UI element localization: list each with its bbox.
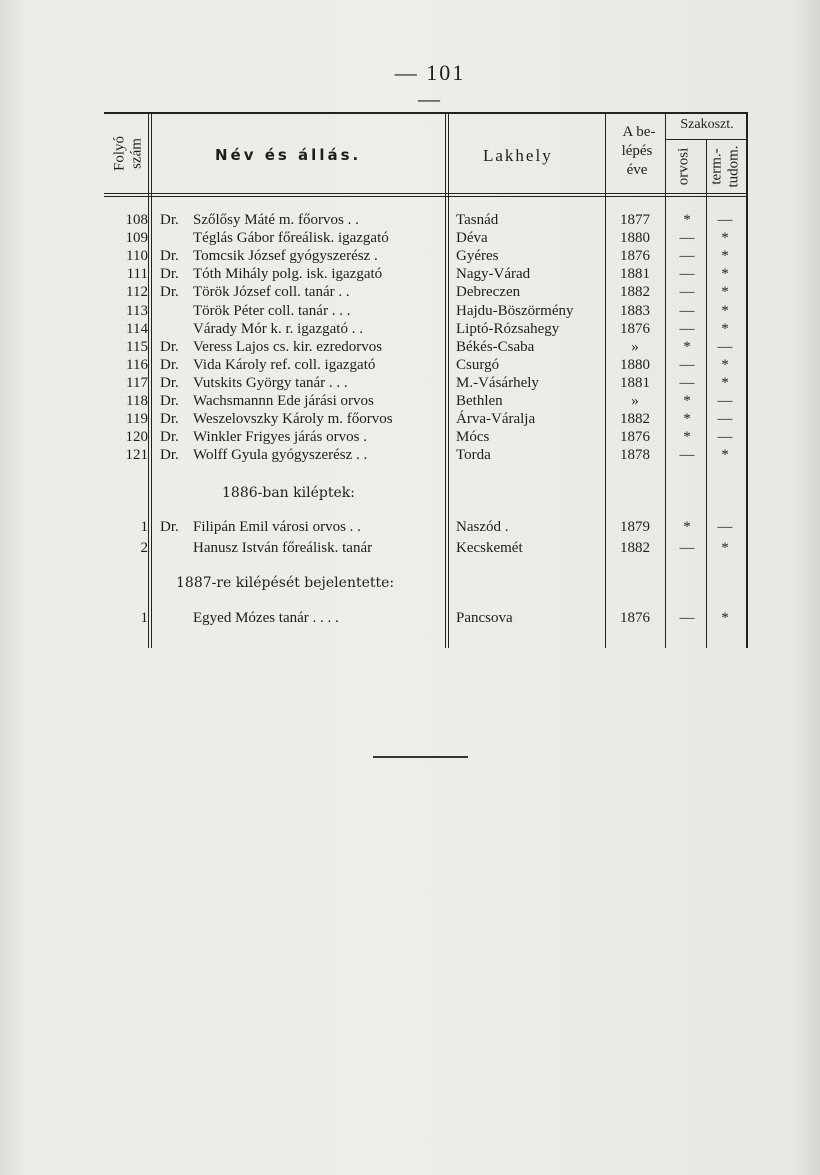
row-number: 115 (126, 338, 148, 355)
table-row (0, 539, 820, 557)
row-place: Békés-Csaba (456, 338, 535, 355)
row-termtud: — (717, 429, 733, 446)
row-year: 1880 (620, 356, 650, 373)
row-number: 120 (125, 429, 148, 446)
row-place: Naszód . (456, 519, 509, 535)
table-row (0, 428, 820, 446)
row-termtud: * (721, 374, 729, 391)
row-name: Hanusz István főreálisk. tanár (193, 540, 373, 556)
row-year: 1876 (620, 320, 650, 337)
row-termtud: * (721, 266, 729, 283)
row-year: 1876 (620, 429, 650, 446)
table-row (0, 283, 820, 301)
row-place: Gyéres (456, 248, 499, 265)
row-termtud: * (721, 356, 729, 373)
row-number: 121 (125, 447, 148, 464)
row-name: Veress Lajos cs. kir. ezredorvos (193, 338, 383, 355)
table-row (0, 247, 820, 265)
row-termtud: * (721, 320, 729, 337)
table-row (0, 302, 820, 320)
row-number: 110 (126, 248, 148, 265)
row-title: Dr. (160, 411, 179, 428)
row-title: Dr. (160, 248, 179, 265)
row-number: 117 (126, 374, 148, 391)
closing-rule (373, 756, 468, 758)
header-spec-t1: term.- (708, 148, 725, 185)
row-name: Tóth Mihály polg. isk. igazgató (193, 266, 383, 283)
row-place: Liptó-Rózsahegy (456, 320, 560, 337)
row-termtud: * (721, 610, 729, 626)
row-name: Weszelovszky Károly m. főorvos (193, 411, 393, 428)
header-num-1: Folyó (111, 136, 128, 172)
row-name: Egyed Mózes tanár . . . . (193, 610, 339, 626)
table-row (0, 609, 820, 627)
row-name: Vutskits György tanár . . . (193, 374, 348, 391)
header-spec-o: orvosi (675, 147, 692, 186)
table-top-rule (104, 112, 748, 114)
row-name: Filipán Emil városi orvos . . (193, 519, 361, 535)
row-termtud: * (721, 447, 729, 464)
row-place: Pancsova (456, 610, 513, 626)
row-name: Tomcsik József gyógyszerész . (193, 248, 378, 265)
table-row (0, 211, 820, 229)
row-year: 1879 (620, 519, 650, 535)
header-year-1: A be- (622, 124, 656, 140)
row-orvosi: — (679, 284, 695, 301)
row-number: 116 (126, 356, 148, 373)
row-name: Winkler Frigyes járás orvos . (193, 429, 367, 446)
table-row (0, 374, 820, 392)
row-orvosi: — (679, 610, 695, 626)
row-place: Kecskemét (456, 540, 523, 556)
row-year: 1881 (620, 266, 650, 283)
row-place: Torda (456, 447, 491, 464)
row-place: M.-Vásárhely (456, 374, 539, 391)
row-year: 1878 (620, 447, 650, 464)
row-year: » (631, 393, 639, 409)
row-name: Téglás Gábor főreálisk. igazgató (193, 230, 389, 247)
row-orvosi: — (679, 447, 695, 464)
header-spec-t2: tudom. (725, 145, 742, 188)
table-row (0, 518, 820, 536)
row-title: Dr. (160, 212, 179, 228)
header-year-3: éve (626, 162, 648, 178)
row-name: Wachsmannn Ede járási orvos (193, 393, 374, 409)
table-row (0, 229, 820, 247)
row-termtud: — (717, 212, 733, 228)
row-number: 112 (126, 284, 148, 301)
row-name: Török József coll. tanár . . (193, 284, 350, 301)
row-name: Török Péter coll. tanár . . . (193, 302, 351, 319)
row-title: Dr. (160, 284, 179, 301)
row-title: Dr. (160, 266, 179, 283)
row-title: Dr. (160, 429, 179, 446)
row-year: » (631, 338, 639, 355)
row-orvosi: * (683, 519, 691, 535)
table-row (0, 338, 820, 356)
row-number: 108 (125, 212, 148, 228)
row-number: 118 (126, 393, 148, 409)
row-year: 1882 (620, 284, 650, 301)
row-year: 1876 (620, 248, 650, 265)
row-termtud: * (721, 230, 729, 247)
table-row (0, 356, 820, 374)
header-name: Név és állás. (215, 146, 362, 164)
row-number: 113 (126, 302, 148, 319)
row-year: 1882 (620, 540, 650, 556)
row-orvosi: * (683, 338, 691, 355)
row-orvosi: — (679, 374, 695, 391)
row-place: Nagy-Várad (456, 266, 531, 283)
row-name: Vida Károly ref. coll. igazgató (193, 356, 376, 373)
row-year: 1877 (620, 212, 650, 228)
section-heading-1886: 1886-ban kiléptek: (222, 485, 355, 501)
row-year: 1881 (620, 374, 650, 391)
header-bottom-rule-2 (104, 196, 748, 197)
table-row (0, 392, 820, 410)
row-number: 2 (140, 540, 148, 556)
row-name: Wolff Gyula gyógyszerész . . (193, 447, 368, 464)
row-orvosi: — (679, 302, 695, 319)
row-number: 1 (140, 519, 148, 535)
row-orvosi: — (679, 266, 695, 283)
row-place: Hajdu-Böszörmény (456, 302, 574, 319)
row-orvosi: — (679, 248, 695, 265)
table-row (0, 446, 820, 464)
row-place: Árva-Váralja (456, 411, 536, 428)
row-year: 1883 (620, 302, 650, 319)
row-title: Dr. (160, 374, 179, 391)
row-place: Tasnád (456, 212, 499, 228)
row-termtud: — (717, 411, 733, 428)
row-year: 1882 (620, 411, 650, 428)
header-place: Lakhely (483, 146, 553, 165)
row-number: 109 (125, 230, 148, 247)
row-termtud: * (721, 540, 729, 556)
row-termtud: — (717, 338, 733, 355)
row-termtud: * (721, 284, 729, 301)
table-row (0, 265, 820, 283)
row-number: 1 (140, 610, 148, 626)
header-num-2: szám (128, 138, 145, 169)
row-orvosi: * (683, 429, 691, 446)
header-spec: Szakoszt. (680, 117, 734, 132)
row-year: 1880 (620, 230, 650, 247)
row-title: Dr. (160, 356, 179, 373)
row-termtud: — (717, 393, 733, 409)
row-orvosi: * (683, 393, 691, 409)
row-title: Dr. (160, 338, 179, 355)
row-orvosi: — (679, 356, 695, 373)
row-place: Déva (456, 230, 488, 247)
row-orvosi: * (683, 411, 691, 428)
row-place: Bethlen (456, 393, 503, 409)
row-termtud: * (721, 248, 729, 265)
table-row (0, 410, 820, 428)
row-place: Debreczen (456, 284, 521, 301)
row-orvosi: — (679, 540, 695, 556)
row-title: Dr. (160, 447, 179, 464)
row-number: 111 (126, 266, 148, 283)
row-number: 114 (126, 320, 148, 337)
row-name: Várady Mór k. r. igazgató . . (193, 320, 363, 337)
row-orvosi: * (683, 212, 691, 228)
row-place: Mócs (456, 429, 490, 446)
page-number: — 101 — (394, 60, 466, 111)
row-place: Csurgó (456, 356, 500, 373)
row-name: Szőlősy Máté m. főorvos . . (193, 212, 359, 228)
row-year: 1876 (620, 610, 650, 626)
header-bottom-rule (104, 193, 748, 194)
row-title: Dr. (160, 393, 179, 409)
row-orvosi: — (679, 320, 695, 337)
section-heading-1887: 1887-re kilépését bejelentette: (176, 575, 395, 591)
row-termtud: * (721, 302, 729, 319)
table-row (0, 320, 820, 338)
header-year-2: lépés (621, 143, 653, 159)
row-orvosi: — (679, 230, 695, 247)
row-title: Dr. (160, 519, 179, 535)
row-number: 119 (126, 411, 148, 428)
row-termtud: — (717, 519, 733, 535)
